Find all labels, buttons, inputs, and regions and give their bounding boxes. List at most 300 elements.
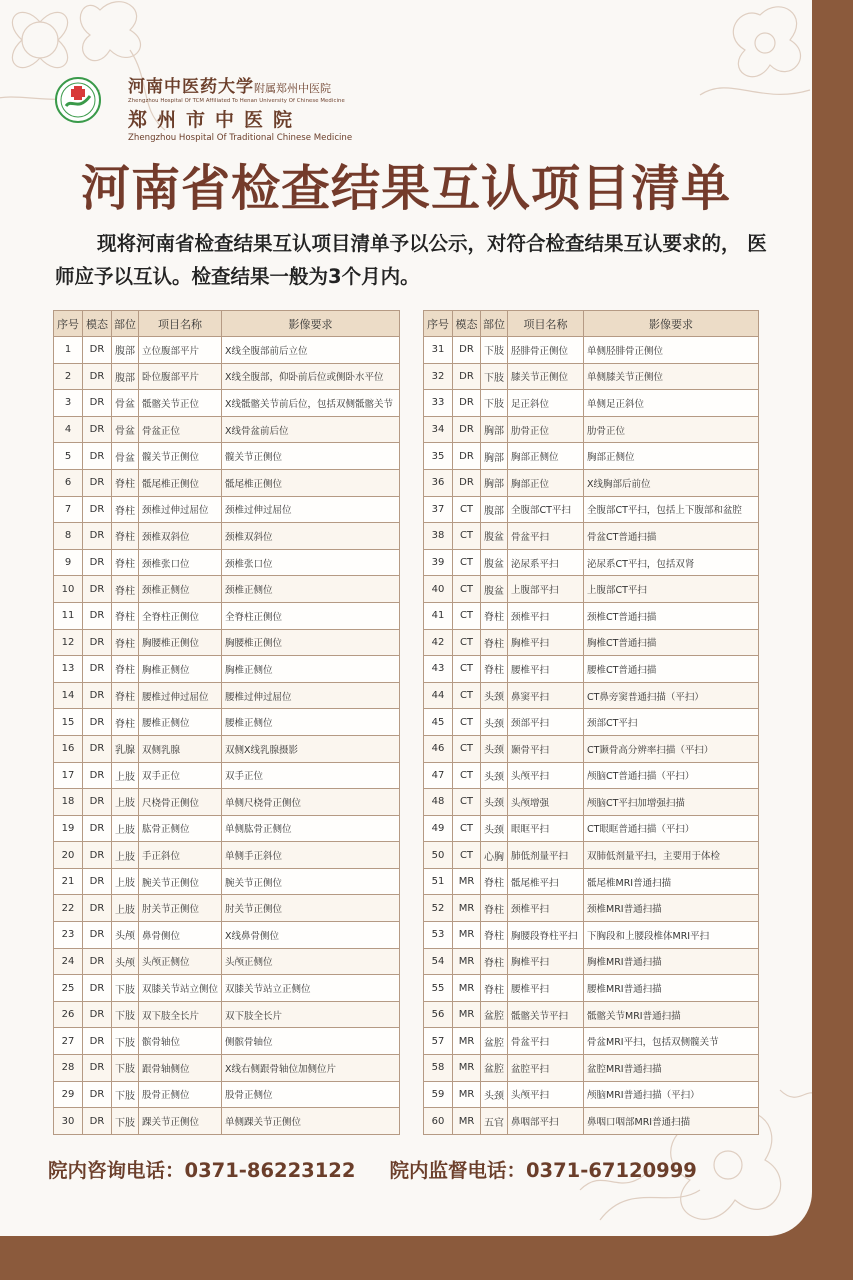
row-number: 53 (424, 922, 453, 949)
row-body-part: 脊柱 (481, 629, 508, 656)
row-image-requirement: 颈椎双斜位 (222, 523, 400, 550)
row-number: 31 (424, 337, 453, 364)
row-image-requirement: 胸腰椎正侧位 (222, 629, 400, 656)
row-modality: DR (83, 1028, 112, 1055)
row-number: 24 (54, 948, 83, 975)
table-row (54, 1055, 400, 1082)
row-modality: DR (83, 337, 112, 364)
row-image-requirement: 上腹部CT平扫 (584, 576, 759, 603)
university-name-text: 河南中医药大学 (128, 77, 254, 97)
row-project-name: 颈椎平扫 (508, 602, 584, 629)
row-project-name: 双侧乳腺 (139, 735, 222, 762)
row-body-part: 下肢 (112, 1081, 139, 1108)
table-body (54, 337, 400, 1135)
row-modality: DR (83, 948, 112, 975)
row-project-name: 髌骨轴位 (139, 1028, 222, 1055)
row-modality: DR (453, 363, 481, 390)
row-modality: MR (453, 1055, 481, 1082)
row-image-requirement: 盆腔MRI普通扫描 (584, 1055, 759, 1082)
row-image-requirement: 双肺低剂量平扫，主要用于体检 (584, 842, 759, 869)
row-modality: CT (453, 815, 481, 842)
row-project-name: 双手正位 (139, 762, 222, 789)
row-image-requirement: 髋关节正侧位 (222, 443, 400, 470)
row-body-part: 下肢 (481, 363, 508, 390)
row-body-part: 腹部 (112, 363, 139, 390)
row-number: 16 (54, 735, 83, 762)
row-project-name: 全腹部CT平扫 (508, 496, 584, 523)
row-body-part: 下肢 (112, 1055, 139, 1082)
row-number: 48 (424, 789, 453, 816)
row-body-part: 下肢 (481, 390, 508, 417)
row-project-name: 胸腰椎正侧位 (139, 629, 222, 656)
table-row (424, 682, 759, 709)
row-body-part: 盆腔 (481, 1001, 508, 1028)
table-row (424, 496, 759, 523)
row-body-part: 脊柱 (112, 549, 139, 576)
table-row (424, 762, 759, 789)
column-header: 项目名称 (508, 311, 584, 337)
row-project-name: 肋骨正位 (508, 416, 584, 443)
row-project-name: 骨盆正位 (139, 416, 222, 443)
row-body-part: 上肢 (112, 762, 139, 789)
row-project-name: 肘关节正侧位 (139, 895, 222, 922)
footer-contact (48, 1155, 697, 1183)
row-body-part: 腹部 (481, 496, 508, 523)
table-header-row (54, 311, 400, 337)
row-project-name: 盆腔平扫 (508, 1055, 584, 1082)
row-body-part: 脊柱 (481, 922, 508, 949)
row-modality: CT (453, 842, 481, 869)
row-modality: CT (453, 629, 481, 656)
column-header: 影像要求 (584, 311, 759, 337)
row-project-name: 足正斜位 (508, 390, 584, 417)
table-row (54, 1108, 400, 1135)
table-row (54, 735, 400, 762)
row-project-name: 颈椎平扫 (508, 895, 584, 922)
hospital-name-cn: 郑州市中医院 (128, 109, 303, 131)
row-image-requirement: 颈椎正侧位 (222, 576, 400, 603)
table-row (54, 815, 400, 842)
row-modality: CT (453, 709, 481, 736)
row-number: 60 (424, 1108, 453, 1135)
table-row (54, 549, 400, 576)
table-body (424, 337, 759, 1135)
row-number: 59 (424, 1081, 453, 1108)
row-image-requirement: 侧髌骨轴位 (222, 1028, 400, 1055)
row-project-name: 头颅正侧位 (139, 948, 222, 975)
row-image-requirement: 单侧肱骨正侧位 (222, 815, 400, 842)
consult-phone-number: 0371-86223122 (184, 1159, 356, 1182)
row-image-requirement: 颈部CT平扫 (584, 709, 759, 736)
row-number: 29 (54, 1081, 83, 1108)
row-body-part: 头颅 (112, 922, 139, 949)
row-project-name: 手正斜位 (139, 842, 222, 869)
row-project-name: 腰椎平扫 (508, 975, 584, 1002)
row-number: 34 (424, 416, 453, 443)
row-body-part: 腹盆 (481, 523, 508, 550)
row-image-requirement: X线胸部后前位 (584, 469, 759, 496)
row-modality: DR (83, 762, 112, 789)
table-row (424, 337, 759, 364)
row-number: 25 (54, 975, 83, 1002)
row-body-part: 骨盆 (112, 443, 139, 470)
row-number: 12 (54, 629, 83, 656)
row-body-part: 脊柱 (112, 682, 139, 709)
row-body-part: 胸部 (481, 416, 508, 443)
table-row (54, 922, 400, 949)
row-body-part: 脊柱 (481, 948, 508, 975)
row-body-part: 腹部 (112, 337, 139, 364)
column-header: 项目名称 (139, 311, 222, 337)
consult-phone-label: 院内咨询电话： (48, 1159, 185, 1182)
row-project-name: 胸椎正侧位 (139, 656, 222, 683)
row-number: 20 (54, 842, 83, 869)
row-modality: CT (453, 762, 481, 789)
row-image-requirement: 胸部正侧位 (584, 443, 759, 470)
row-project-name: 头颅平扫 (508, 1081, 584, 1108)
row-image-requirement: CT颞骨高分辨率扫描（平扫） (584, 735, 759, 762)
row-image-requirement: 骶尾椎MRI普通扫描 (584, 868, 759, 895)
row-number: 32 (424, 363, 453, 390)
row-body-part: 下肢 (112, 1108, 139, 1135)
supervise-phone-number: 0371-67120999 (525, 1159, 697, 1182)
row-body-part: 下肢 (112, 1001, 139, 1028)
row-number: 47 (424, 762, 453, 789)
row-number: 52 (424, 895, 453, 922)
row-project-name: 颞骨平扫 (508, 735, 584, 762)
row-image-requirement: 单侧踝关节正侧位 (222, 1108, 400, 1135)
row-image-requirement: 单侧膝关节正侧位 (584, 363, 759, 390)
row-modality: DR (83, 1108, 112, 1135)
row-image-requirement: 股骨正侧位 (222, 1081, 400, 1108)
table-row (54, 975, 400, 1002)
row-image-requirement: 颅脑MRI普通扫描（平扫） (584, 1081, 759, 1108)
row-project-name: 泌尿系平扫 (508, 549, 584, 576)
row-modality: DR (83, 390, 112, 417)
row-modality: DR (83, 629, 112, 656)
row-image-requirement: 骨盆MRI平扫，包括双侧髋关节 (584, 1028, 759, 1055)
row-image-requirement: 颈椎MRI普通扫描 (584, 895, 759, 922)
row-body-part: 脊柱 (481, 656, 508, 683)
row-body-part: 脊柱 (112, 629, 139, 656)
row-body-part: 脊柱 (481, 975, 508, 1002)
row-modality: MR (453, 1028, 481, 1055)
row-modality: DR (453, 337, 481, 364)
row-modality: DR (83, 523, 112, 550)
row-image-requirement: 单侧尺桡骨正侧位 (222, 789, 400, 816)
table-row (424, 895, 759, 922)
row-number: 38 (424, 523, 453, 550)
row-project-name: 鼻窦平扫 (508, 682, 584, 709)
row-number: 35 (424, 443, 453, 470)
table-row (54, 1001, 400, 1028)
row-image-requirement: 鼻咽口咽部MRI普通扫描 (584, 1108, 759, 1135)
column-header: 部位 (481, 311, 508, 337)
row-modality: DR (453, 443, 481, 470)
row-body-part: 头颈 (481, 1081, 508, 1108)
table-row (424, 656, 759, 683)
row-project-name: 颈椎过伸过屈位 (139, 496, 222, 523)
row-modality: DR (83, 815, 112, 842)
row-body-part: 脊柱 (112, 709, 139, 736)
row-project-name: 胸椎平扫 (508, 629, 584, 656)
table-row (54, 629, 400, 656)
flower-decoration-icon (690, 0, 812, 115)
row-number: 26 (54, 1001, 83, 1028)
row-body-part: 盆腔 (481, 1028, 508, 1055)
row-project-name: 腰椎正侧位 (139, 709, 222, 736)
row-modality: DR (83, 709, 112, 736)
row-number: 33 (424, 390, 453, 417)
row-modality: CT (453, 549, 481, 576)
row-modality: DR (83, 443, 112, 470)
table-row (424, 390, 759, 417)
row-modality: DR (83, 549, 112, 576)
row-image-requirement: 颈椎张口位 (222, 549, 400, 576)
row-image-requirement: 肘关节正侧位 (222, 895, 400, 922)
table-row (54, 656, 400, 683)
row-body-part: 头颈 (481, 762, 508, 789)
row-image-requirement: 骶髂关节MRI普通扫描 (584, 1001, 759, 1028)
table-row (424, 948, 759, 975)
table-row (424, 1001, 759, 1028)
row-image-requirement: 颈椎过伸过屈位 (222, 496, 400, 523)
row-project-name: 腰椎平扫 (508, 656, 584, 683)
row-modality: CT (453, 735, 481, 762)
row-project-name: 骨盆平扫 (508, 1028, 584, 1055)
row-image-requirement: 单侧足正斜位 (584, 390, 759, 417)
row-image-requirement: 腰椎正侧位 (222, 709, 400, 736)
row-project-name: 跟骨轴侧位 (139, 1055, 222, 1082)
row-number: 58 (424, 1055, 453, 1082)
row-project-name: 立位腹部平片 (139, 337, 222, 364)
row-project-name: 头颅增强 (508, 789, 584, 816)
row-number: 15 (54, 709, 83, 736)
table-row (54, 895, 400, 922)
row-modality: DR (83, 469, 112, 496)
table-row (424, 1055, 759, 1082)
row-number: 40 (424, 576, 453, 603)
row-number: 22 (54, 895, 83, 922)
row-number: 2 (54, 363, 83, 390)
row-body-part: 五官 (481, 1108, 508, 1135)
row-body-part: 上肢 (112, 815, 139, 842)
row-modality: DR (83, 602, 112, 629)
row-modality: DR (83, 868, 112, 895)
page-title: 河南省检查结果互认项目清单 (80, 160, 731, 217)
row-modality: DR (83, 496, 112, 523)
row-body-part: 上肢 (112, 842, 139, 869)
row-project-name: 胸部正位 (508, 469, 584, 496)
row-number: 54 (424, 948, 453, 975)
row-image-requirement: X线全腹部，仰卧前后位或侧卧水平位 (222, 363, 400, 390)
row-project-name: 骶尾椎平扫 (508, 868, 584, 895)
row-body-part: 脊柱 (112, 576, 139, 603)
row-body-part: 胸部 (481, 443, 508, 470)
table-row (424, 469, 759, 496)
row-modality: DR (453, 416, 481, 443)
row-body-part: 脊柱 (112, 496, 139, 523)
row-project-name: 膝关节正侧位 (508, 363, 584, 390)
row-number: 8 (54, 523, 83, 550)
table-row (424, 576, 759, 603)
row-body-part: 脊柱 (481, 868, 508, 895)
table-row (424, 363, 759, 390)
row-project-name: 胸部正侧位 (508, 443, 584, 470)
row-modality: DR (453, 469, 481, 496)
row-body-part: 脊柱 (112, 469, 139, 496)
row-body-part: 上肢 (112, 868, 139, 895)
row-modality: CT (453, 789, 481, 816)
row-image-requirement: 腰椎MRI普通扫描 (584, 975, 759, 1002)
table-row (54, 469, 400, 496)
row-number: 23 (54, 922, 83, 949)
row-body-part: 骨盆 (112, 390, 139, 417)
university-name-en: Zhengzhou Hospital Of TCM Affiliated To Henan University Of Chinese Medicine (128, 98, 345, 104)
row-body-part: 脊柱 (481, 895, 508, 922)
table-row (424, 1081, 759, 1108)
row-modality: DR (83, 682, 112, 709)
row-image-requirement: X线右侧跟骨轴位加侧位片 (222, 1055, 400, 1082)
row-body-part: 乳腺 (112, 735, 139, 762)
row-body-part: 下肢 (112, 1028, 139, 1055)
table-row (54, 602, 400, 629)
row-number: 51 (424, 868, 453, 895)
row-number: 41 (424, 602, 453, 629)
row-number: 42 (424, 629, 453, 656)
table-row (54, 390, 400, 417)
row-image-requirement: 单侧手正斜位 (222, 842, 400, 869)
row-image-requirement: X线骶髂关节前后位，包括双侧骶髂关节 (222, 390, 400, 417)
row-body-part: 盆腔 (481, 1055, 508, 1082)
row-image-requirement: 双手正位 (222, 762, 400, 789)
row-project-name: 骶尾椎正侧位 (139, 469, 222, 496)
row-number: 43 (424, 656, 453, 683)
row-body-part: 头颈 (481, 682, 508, 709)
row-project-name: 颈椎张口位 (139, 549, 222, 576)
row-project-name: 踝关节正侧位 (139, 1108, 222, 1135)
row-project-name: 双膝关节站立侧位 (139, 975, 222, 1002)
row-number: 13 (54, 656, 83, 683)
row-number: 7 (54, 496, 83, 523)
row-project-name: 鼻骨侧位 (139, 922, 222, 949)
row-image-requirement: 颅脑CT普通扫描（平扫） (584, 762, 759, 789)
row-project-name: 胫腓骨正侧位 (508, 337, 584, 364)
table-row (424, 922, 759, 949)
row-modality: CT (453, 523, 481, 550)
table-row (54, 363, 400, 390)
row-modality: DR (83, 735, 112, 762)
row-number: 27 (54, 1028, 83, 1055)
table-row (54, 762, 400, 789)
row-modality: DR (453, 390, 481, 417)
column-header: 部位 (112, 311, 139, 337)
row-body-part: 上肢 (112, 789, 139, 816)
row-body-part: 下肢 (481, 337, 508, 364)
row-number: 49 (424, 815, 453, 842)
row-modality: DR (83, 576, 112, 603)
row-number: 3 (54, 390, 83, 417)
row-project-name: 肺低剂量平扫 (508, 842, 584, 869)
table-row (54, 789, 400, 816)
table-row (54, 948, 400, 975)
row-body-part: 头颈 (481, 815, 508, 842)
row-number: 57 (424, 1028, 453, 1055)
row-project-name: 胸椎平扫 (508, 948, 584, 975)
row-modality: CT (453, 682, 481, 709)
row-project-name: 双下肢全长片 (139, 1001, 222, 1028)
row-body-part: 脊柱 (481, 602, 508, 629)
row-image-requirement: X线鼻骨侧位 (222, 922, 400, 949)
row-number: 56 (424, 1001, 453, 1028)
row-image-requirement: 腕关节正侧位 (222, 868, 400, 895)
row-image-requirement: 泌尿系CT平扫，包括双肾 (584, 549, 759, 576)
row-project-name: 上腹部平扫 (508, 576, 584, 603)
row-number: 36 (424, 469, 453, 496)
row-modality: DR (83, 656, 112, 683)
table-row (424, 735, 759, 762)
row-image-requirement: 胸椎正侧位 (222, 656, 400, 683)
table-row (424, 416, 759, 443)
table-row (424, 1028, 759, 1055)
row-number: 55 (424, 975, 453, 1002)
row-modality: MR (453, 948, 481, 975)
row-number: 45 (424, 709, 453, 736)
row-modality: DR (83, 975, 112, 1002)
row-image-requirement: 骨盆CT普通扫描 (584, 523, 759, 550)
row-project-name: 颈椎正侧位 (139, 576, 222, 603)
row-project-name: 头颅平扫 (508, 762, 584, 789)
row-number: 17 (54, 762, 83, 789)
hospital-logo-icon (54, 76, 102, 124)
row-number: 5 (54, 443, 83, 470)
row-body-part: 头颈 (481, 789, 508, 816)
column-header: 序号 (54, 311, 83, 337)
row-number: 11 (54, 602, 83, 629)
row-image-requirement: 骶尾椎正侧位 (222, 469, 400, 496)
table-row (424, 523, 759, 550)
row-body-part: 腹盆 (481, 576, 508, 603)
intro-text (55, 227, 775, 293)
table-row (424, 1108, 759, 1135)
column-header: 模态 (453, 311, 481, 337)
row-image-requirement: 颈椎CT普通扫描 (584, 602, 759, 629)
row-image-requirement: 单侧胫腓骨正侧位 (584, 337, 759, 364)
table-row (54, 576, 400, 603)
row-project-name: 骶髂关节平扫 (508, 1001, 584, 1028)
row-body-part: 胸部 (481, 469, 508, 496)
row-image-requirement: 双下肢全长片 (222, 1001, 400, 1028)
row-image-requirement: 全腹部CT平扫，包括上下腹部和盆腔 (584, 496, 759, 523)
table-header-row (424, 311, 759, 337)
row-image-requirement: 双膝关节站立正侧位 (222, 975, 400, 1002)
row-project-name: 颈椎双斜位 (139, 523, 222, 550)
intro-text-content: 现将河南省检查结果互认项目清单予以公示，对符合检查结果互认要求的， 医师应予以互认。检查结果一般为3个月内。 (55, 232, 767, 288)
row-number: 19 (54, 815, 83, 842)
table-row (54, 1028, 400, 1055)
table-row (54, 523, 400, 550)
row-image-requirement: 全脊柱正侧位 (222, 602, 400, 629)
row-body-part: 心胸 (481, 842, 508, 869)
supervise-phone-label: 院内监督电话： (389, 1159, 526, 1182)
column-header: 影像要求 (222, 311, 400, 337)
row-number: 37 (424, 496, 453, 523)
table-row (54, 337, 400, 364)
row-modality: MR (453, 1108, 481, 1135)
row-number: 18 (54, 789, 83, 816)
row-body-part: 脊柱 (112, 602, 139, 629)
project-table-left (53, 310, 400, 1135)
